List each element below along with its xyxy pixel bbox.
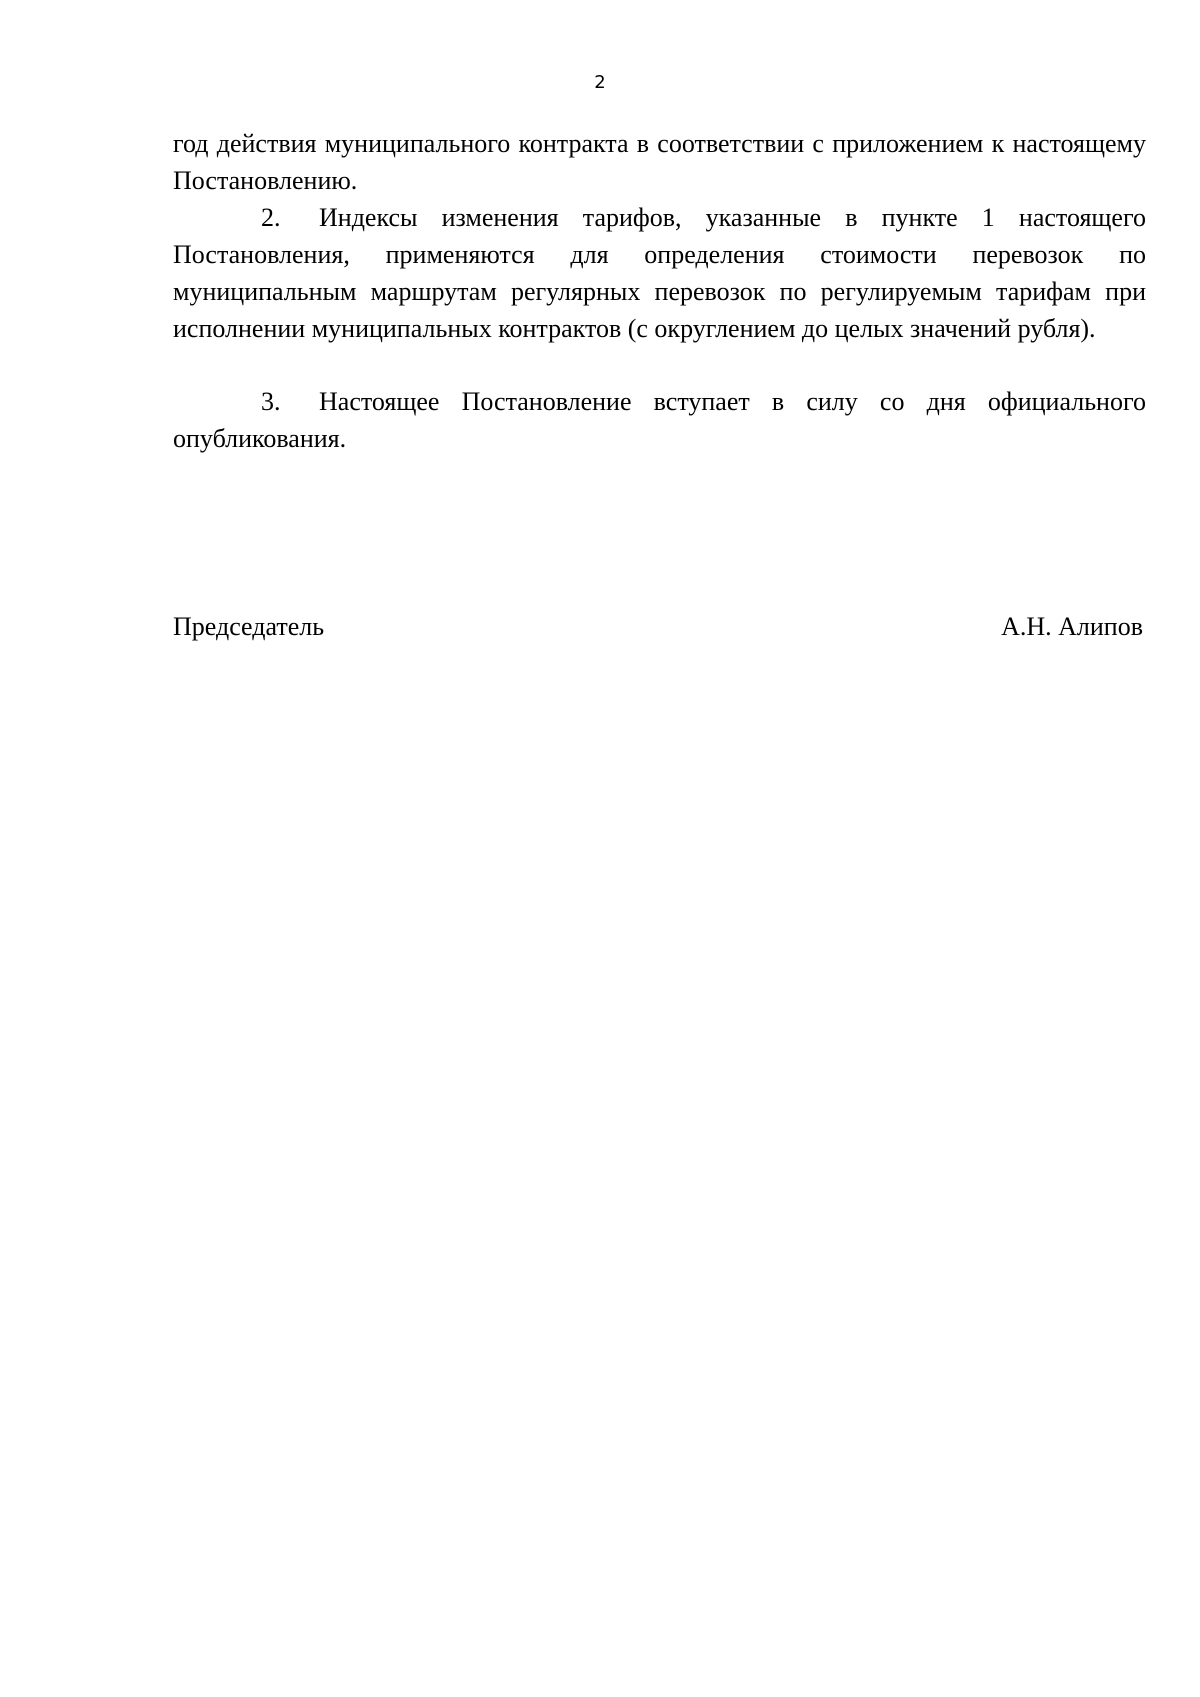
signatory-name: А.Н. Алипов bbox=[1001, 612, 1143, 641]
signature-block bbox=[173, 608, 1143, 645]
paragraph-item-2 bbox=[173, 199, 1146, 347]
page-number: 2 bbox=[594, 72, 606, 93]
signatory-position: Председатель bbox=[173, 612, 325, 641]
paragraph-number: 3. bbox=[261, 387, 281, 416]
paragraph-spacer bbox=[173, 347, 1146, 383]
document-body bbox=[173, 125, 1146, 457]
paragraph-number: 2. bbox=[261, 203, 281, 232]
paragraph-text: Настоящее Постановление вступает в силу со дня официального опубликования. bbox=[173, 387, 1146, 453]
paragraph-item-3 bbox=[173, 383, 1146, 457]
paragraph-text: Индексы изменения тарифов, указанные в пункте 1 настоящего Постановления, применяются для определения стоимости перевозок по муниципальным маршрутам регулярных перевозок по регулируемым тарифам при исполнении муниципальных контрактов (с округлением до целых значений рубля). bbox=[173, 203, 1146, 343]
paragraph-text: год действия муниципального контракта в соответствии с приложением к настоящему Постановлению. bbox=[173, 129, 1146, 195]
paragraph-continuation bbox=[173, 125, 1146, 199]
